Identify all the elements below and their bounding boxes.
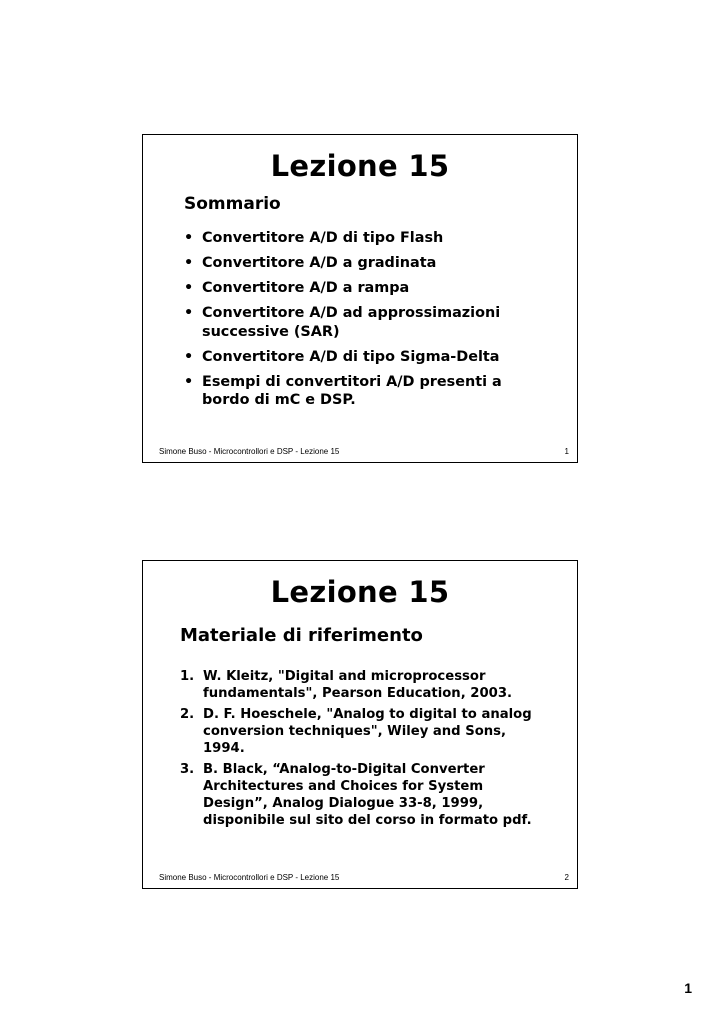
bullet-list (184, 229, 534, 416)
list-item (184, 304, 534, 341)
list-item-text: Esempi di convertitori A/D presenti a bordo di mC e DSP. (202, 373, 502, 408)
slide-number: 2 (564, 873, 569, 882)
slide-1 (142, 134, 578, 463)
list-item (180, 761, 550, 829)
reference-text: B. Black, “Analog-to-Digital Converter Architectures and Choices for System Design”, Analog Dialogue 33-8, 1999, disponibile sul sito del corso in formato pdf. (203, 762, 532, 828)
slide-title: Lezione 15 (270, 575, 450, 609)
slide-title: Lezione 15 (270, 149, 450, 183)
slide-subtitle: Sommario (184, 194, 281, 214)
bullet-icon: • (184, 348, 194, 365)
slide-number: 1 (564, 447, 569, 456)
reference-text: D. F. Hoeschele, "Analog to digital to analog conversion techniques", Wiley and Sons, 1994. (203, 707, 532, 756)
list-item (180, 706, 550, 757)
reference-number: 1. (180, 669, 195, 684)
slide-2 (142, 560, 578, 889)
reference-text: W. Kleitz, "Digital and microprocessor fundamentals", Pearson Education, 2003. (203, 669, 513, 701)
slide-subtitle: Materiale di riferimento (180, 625, 423, 646)
slide-footer: Simone Buso - Microcontrollori e DSP - Lezione 15 (159, 873, 340, 882)
list-item (184, 348, 534, 367)
list-item-text: Convertitore A/D di tipo Sigma-Delta (202, 348, 500, 365)
bullet-icon: • (184, 305, 194, 321)
list-item-text: Convertitore A/D a gradinata (202, 255, 437, 271)
bullet-icon: • (184, 255, 194, 271)
list-item-text: Convertitore A/D ad approssimazioni successive (SAR) (202, 305, 501, 340)
reference-number: 2. (180, 707, 195, 722)
list-item (180, 668, 550, 702)
bullet-icon: • (184, 230, 194, 246)
list-item (184, 229, 534, 248)
slide-footer: Simone Buso - Microcontrollori e DSP - Lezione 15 (159, 447, 340, 456)
list-item-text: Convertitore A/D di tipo Flash (202, 230, 444, 246)
page-number: 1 (684, 980, 692, 996)
bullet-icon: • (184, 280, 194, 296)
list-item (184, 279, 534, 298)
bullet-icon: • (184, 373, 194, 390)
list-item-text: Convertitore A/D a rampa (202, 280, 410, 296)
list-item (184, 373, 534, 410)
reference-list (180, 668, 550, 833)
reference-number: 3. (180, 762, 195, 777)
list-item (184, 254, 534, 273)
